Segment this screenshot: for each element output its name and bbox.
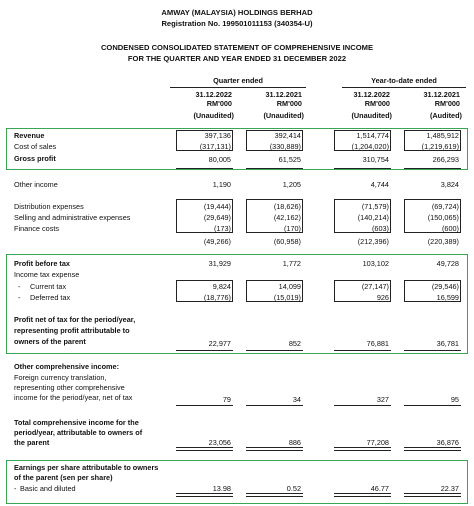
row-label-other-income: Other income — [14, 180, 58, 189]
cell: (29,649) — [203, 213, 231, 222]
ytd-ended-header: Year-to-date ended — [371, 76, 437, 85]
y2-eps-rule — [404, 493, 461, 494]
bullet-dash: - — [18, 282, 21, 291]
cell: (140,214) — [357, 213, 389, 222]
y2-pat-rule — [404, 350, 461, 351]
cell: 1,205 — [282, 180, 301, 189]
quarter-ended-header: Quarter ended — [213, 76, 263, 85]
cell: (220,389) — [427, 237, 459, 246]
cell: 36,781 — [436, 339, 459, 348]
cell: (603) — [371, 224, 389, 233]
cell: 9,824 — [212, 282, 231, 291]
q1-eps-rule-2 — [176, 496, 233, 497]
y1-eps-rule-2 — [334, 496, 391, 497]
cell: 22,977 — [208, 339, 231, 348]
cell: (1,219,619) — [421, 142, 459, 151]
cell: 31,929 — [208, 259, 231, 268]
bullet-dash: - — [14, 484, 17, 493]
y2-tci-rule-2 — [404, 450, 461, 451]
y1-oci-rule — [334, 405, 391, 406]
col-4-unit: RM'000 — [434, 99, 460, 108]
cell: 852 — [288, 339, 301, 348]
cell: 95 — [450, 395, 459, 404]
cell: 80,005 — [208, 155, 231, 164]
row-label-pat-line1: Profit net of tax for the period/year, — [14, 315, 136, 324]
cell: 76,881 — [366, 339, 389, 348]
cell: 392,414 — [274, 131, 301, 140]
cell: 310,754 — [362, 155, 389, 164]
bullet-dash: - — [18, 293, 21, 302]
y1-eps-rule — [334, 493, 391, 494]
q1-oci-rule — [176, 405, 233, 406]
row-label-gross-profit: Gross profit — [14, 154, 56, 163]
cell: 266,293 — [432, 155, 459, 164]
row-label-revenue: Revenue — [14, 131, 45, 140]
cell: (60,958) — [273, 237, 301, 246]
col-3-unit: RM'000 — [364, 99, 390, 108]
quarter-header-rule — [170, 87, 306, 88]
y1-tci-rule-2 — [334, 450, 391, 451]
row-label-eps-line1: Earnings per share attributable to owners — [14, 463, 159, 472]
cell: (27,147) — [361, 282, 389, 291]
col-1-unit: RM'000 — [206, 99, 232, 108]
q2-gp-rule — [246, 168, 303, 169]
cell: (49,266) — [203, 237, 231, 246]
cell: 1,514,774 — [356, 131, 389, 140]
cell: (150,065) — [427, 213, 459, 222]
revenue-highlight-box — [6, 128, 468, 170]
cell: 0.52 — [286, 484, 301, 493]
q1-tci-rule — [176, 447, 233, 448]
row-label-distribution: Distribution expenses — [14, 202, 84, 211]
q1-gp-rule — [176, 168, 233, 169]
cell: 397,136 — [204, 131, 231, 140]
cell: 36,876 — [436, 438, 459, 447]
cell: 926 — [376, 293, 389, 302]
cell: 4,744 — [370, 180, 389, 189]
y2-gp-rule — [404, 168, 461, 169]
cell: (19,444) — [203, 202, 231, 211]
cell: (71,579) — [361, 202, 389, 211]
cell: 49,728 — [436, 259, 459, 268]
q1-eps-rule — [176, 493, 233, 494]
row-label-eps-line2: of the parent (sen per share) — [14, 473, 113, 482]
q2-pat-rule — [246, 350, 303, 351]
col-1-status: (Unaudited) — [193, 111, 234, 120]
col-1-date: 31.12.2022 — [195, 90, 232, 99]
cell: (18,776) — [203, 293, 231, 302]
q2-eps-rule — [246, 493, 303, 494]
cell: (173) — [213, 224, 231, 233]
cell: (15,019) — [273, 293, 301, 302]
cell: 79 — [222, 395, 231, 404]
oci-title: Other comprehensive income: — [14, 362, 120, 371]
row-label-oci-line1: Foreign currency translation, — [14, 373, 107, 382]
q2-tci-rule-2 — [246, 450, 303, 451]
y1-pat-rule — [334, 350, 391, 351]
q1-pat-rule — [176, 350, 233, 351]
cell: (600) — [441, 224, 459, 233]
row-label-pat-line2: representing profit attributable to — [14, 326, 130, 335]
q1-tci-rule-2 — [176, 450, 233, 451]
y2-oci-rule — [404, 405, 461, 406]
row-label-profit-before-tax: Profit before tax — [14, 259, 70, 268]
y2-tci-rule — [404, 447, 461, 448]
cell: 3,824 — [440, 180, 459, 189]
y1-gp-rule — [334, 168, 391, 169]
row-label-tci-line1: Total comprehensive income for the — [14, 418, 139, 427]
statement-title: CONDENSED CONSOLIDATED STATEMENT OF COMPREHENSIVE INCOME — [100, 43, 374, 52]
col-4-status: (Audited) — [429, 111, 462, 120]
cell: (18,626) — [273, 202, 301, 211]
row-label-current-tax: Current tax — [30, 282, 67, 291]
cell: (1,204,020) — [351, 142, 389, 151]
cell: 77,208 — [366, 438, 389, 447]
cell: 1,485,912 — [426, 131, 459, 140]
q2-oci-rule — [246, 405, 303, 406]
cell: (330,889) — [269, 142, 301, 151]
cell: (212,396) — [357, 237, 389, 246]
period-title: FOR THE QUARTER AND YEAR ENDED 31 DECEMBER 2022 — [127, 54, 347, 63]
cell: 16,599 — [436, 293, 459, 302]
ytd-header-rule — [342, 87, 466, 88]
cell: 34 — [292, 395, 301, 404]
col-3-date: 31.12.2022 — [353, 90, 390, 99]
company-name: AMWAY (MALAYSIA) HOLDINGS BERHAD — [161, 8, 313, 17]
cell: 22.37 — [440, 484, 459, 493]
cell: 886 — [288, 438, 301, 447]
row-label-oci-line2: representing other comprehensive — [14, 383, 125, 392]
cell: 1,190 — [212, 180, 231, 189]
cell: (170) — [283, 224, 301, 233]
cell: (317,131) — [199, 142, 231, 151]
cell: 13.98 — [212, 484, 231, 493]
y1-tci-rule — [334, 447, 391, 448]
cell: 327 — [376, 395, 389, 404]
cell: (42,162) — [273, 213, 301, 222]
row-label-cost-of-sales: Cost of sales — [14, 142, 57, 151]
row-label-tci-line2: period/year, attributable to owners of — [14, 428, 143, 437]
cell: 14,099 — [278, 282, 301, 291]
row-label-oci-line3: income for the period/year, net of tax — [14, 393, 133, 402]
cell: 1,772 — [282, 259, 301, 268]
cell: (29,546) — [431, 282, 459, 291]
row-label-tci-line3: the parent — [14, 438, 50, 447]
registration-number: Registration No. 199501011153 (340354-U) — [161, 19, 313, 28]
row-label-basic-diluted: Basic and diluted — [20, 484, 76, 493]
cell: 23,056 — [208, 438, 231, 447]
q2-eps-rule-2 — [246, 496, 303, 497]
row-label-finance-costs: Finance costs — [14, 224, 60, 233]
col-4-date: 31.12.2021 — [423, 90, 460, 99]
cell: 61,525 — [278, 155, 301, 164]
row-label-selling-admin: Selling and administrative expenses — [14, 213, 131, 222]
row-label-pat-line3: owners of the parent — [14, 337, 86, 346]
y2-eps-rule-2 — [404, 496, 461, 497]
col-3-status: (Unaudited) — [351, 111, 392, 120]
row-label-deferred-tax: Deferred tax — [30, 293, 71, 302]
col-2-unit: RM'000 — [276, 99, 302, 108]
col-2-date: 31.12.2021 — [265, 90, 302, 99]
cell: 103,102 — [362, 259, 389, 268]
cell: (69,724) — [431, 202, 459, 211]
q2-tci-rule — [246, 447, 303, 448]
cell: 46.77 — [370, 484, 389, 493]
row-label-income-tax: Income tax expense — [14, 270, 80, 279]
col-2-status: (Unaudited) — [263, 111, 304, 120]
